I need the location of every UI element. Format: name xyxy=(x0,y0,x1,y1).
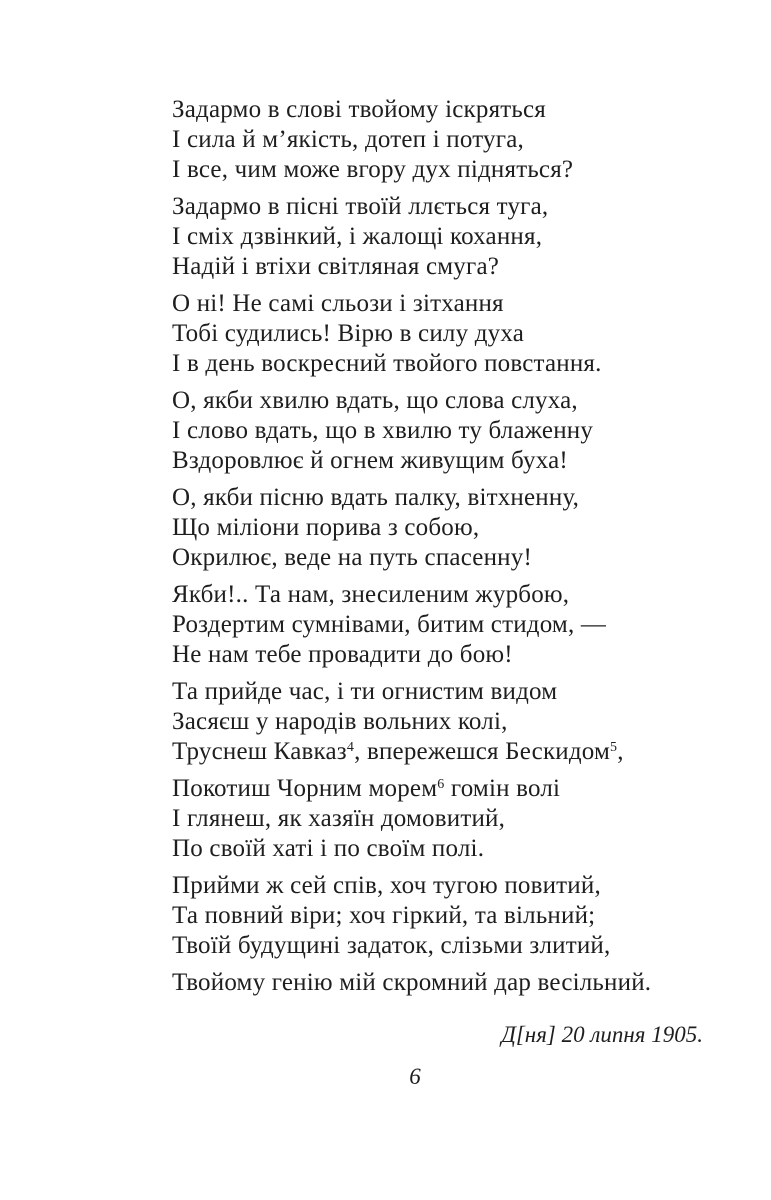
stanza xyxy=(172,192,651,282)
poem-line: Твоїй будущині задаток, слізьми злитий, xyxy=(172,932,611,959)
poem-line: Та повний віри; хоч гіркий, та вільний; xyxy=(172,902,596,929)
poem-line: Твойому генію мій скромний дар весільний. xyxy=(172,969,652,996)
poem-line: Тобі судились! Вірю в силу духа xyxy=(172,320,525,347)
poem-line: Задармо в пісні твоїй ллється туга, xyxy=(172,193,549,220)
footnote-ref: 4 xyxy=(346,740,355,755)
poem-line: Не нам тебе провадити до бою! xyxy=(172,641,513,668)
poem-line: Труснеш Кавказ$^4$, впережешся Бескидом$^5$, xyxy=(172,738,624,765)
page-number: 6 xyxy=(409,1064,421,1089)
stanza xyxy=(172,774,651,864)
poem-line: Засяєш у народів вольних колі, xyxy=(172,708,508,735)
stanza xyxy=(172,677,651,767)
poem-line: Прийми ж сей спів, хоч тугою повитий, xyxy=(172,872,601,899)
poem-line: Вздоровлює й огнем живущим буха! xyxy=(172,447,568,474)
poem-line: Окрилює, веде на путь спасенну! xyxy=(172,544,532,571)
poem-line: Роздертим сумнівами, битим стидом, — xyxy=(172,611,607,638)
stanza xyxy=(172,483,651,573)
poem-line: О, якби пісню вдать палку, вітхненну, xyxy=(172,484,580,511)
stanza xyxy=(172,386,651,476)
poem-line: Якби!.. Та нам, знесиленим журбою, xyxy=(172,581,570,608)
poem-line: І в день воскресний твойого повстання. xyxy=(172,350,602,377)
poem-line: І глянеш, як хазяїн домовитий, xyxy=(172,805,506,832)
poem-line: Надій і втіхи світляная смуга? xyxy=(172,253,500,280)
poem-line: І сміх дзвінкий, і жалощі кохання, xyxy=(172,223,543,250)
poem-line: І сила й м’якість, дотеп і потуга, xyxy=(172,126,524,153)
footnote-ref: 5 xyxy=(610,740,618,755)
poem-line: Покотиш Чорним морем$^6$ гомін волі xyxy=(172,775,561,802)
poem-line: Та прийде час, і ти огнистим видом xyxy=(172,678,558,705)
poem-line: І слово вдать, що в хвилю ту блаженну xyxy=(172,417,594,444)
poem-dateline: Д[ня] 20 липня 1905. xyxy=(501,1022,703,1047)
poem-line: Задармо в слові твойому іскряться xyxy=(172,96,546,123)
footnote-ref: 6 xyxy=(437,777,445,792)
stanza xyxy=(172,871,651,961)
stanza xyxy=(172,580,651,670)
poem-text xyxy=(172,95,651,1005)
stanza xyxy=(172,289,651,379)
poem-line: О, якби хвилю вдать, що слова слуха, xyxy=(172,387,578,414)
poem-line: І все, чим може вгору дух підняться? xyxy=(172,156,574,183)
poem-line: Що міліони порива з собою, xyxy=(172,514,480,541)
poem-line: О ні! Не самі сльози і зітхання xyxy=(172,290,504,317)
stanza xyxy=(172,95,651,185)
poem-line: По своїй хаті і по своїм полі. xyxy=(172,835,485,862)
stanza xyxy=(172,968,651,998)
